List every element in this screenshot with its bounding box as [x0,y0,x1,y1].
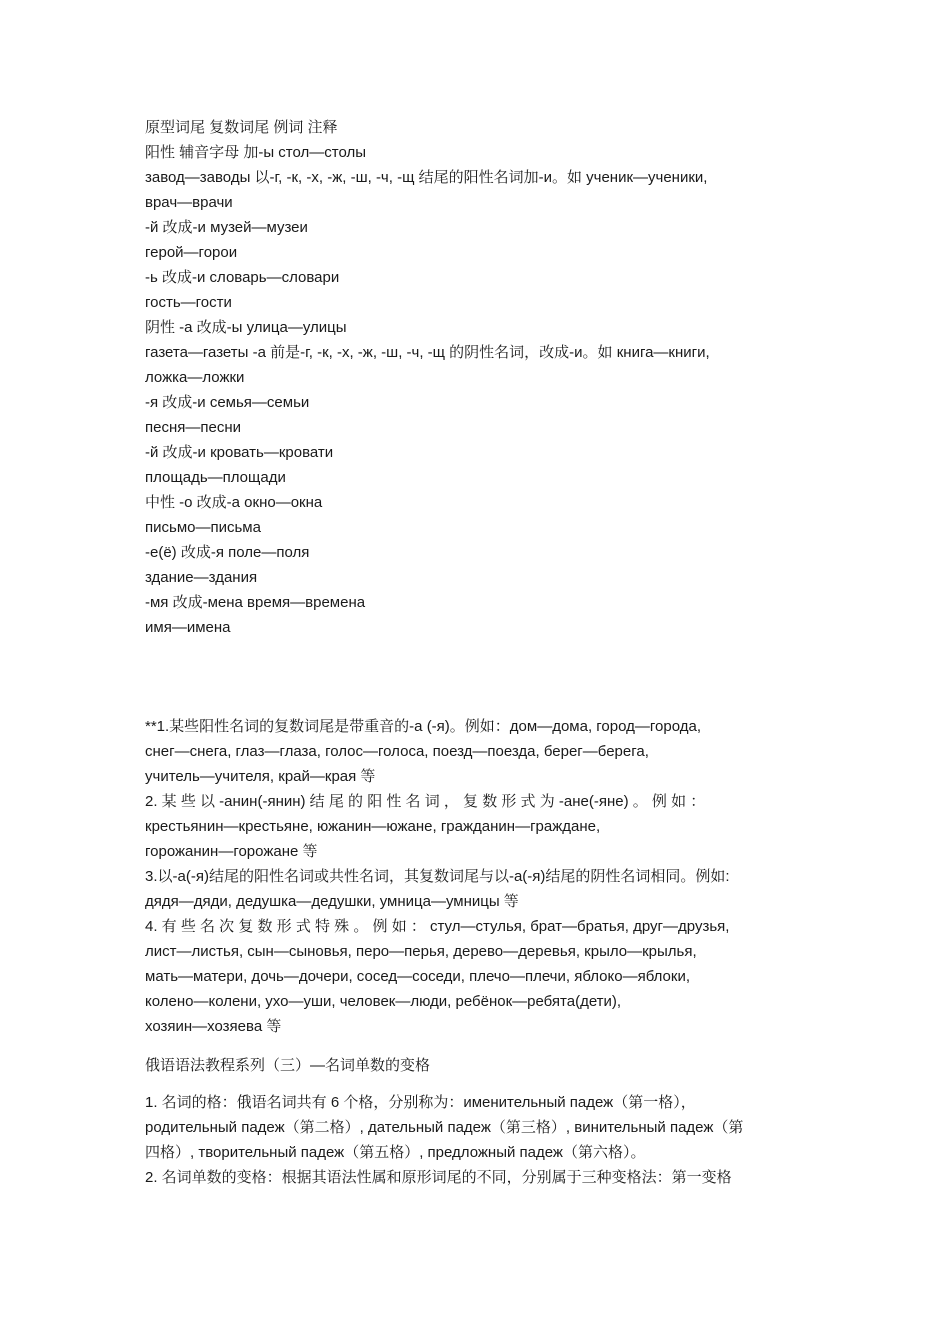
note-line: колено—колени, ухо—уши, человек—люди, ребёнок—ребята(дети), [145,993,622,1010]
table-line: -мя 改成-мена время—времена [145,594,366,611]
spacer [145,1078,807,1090]
note-line: снег—снега, глаз—глаза, голос—голоса, поезд—поезда, берег—берега, [145,743,649,760]
table-line: гость—гости [145,294,232,311]
table-line: песня—песни [145,419,241,436]
section-title: 俄语语法教程系列（三）—名词单数的变格 [145,1057,431,1074]
table-line: 阴性 -а 改成-ы улица—улицы [145,319,347,336]
table-line: -ь 改成-и словарь—словари [145,269,340,286]
note-line: дядя—дяди, дедушка—дедушки, умница—умницы 等 [145,893,519,910]
body-line: родительный падеж（第二格）, дательный падеж（第三格）, винительный падеж（第 [145,1119,744,1136]
table-line: здание—здания [145,569,258,586]
table-line: 阳性 辅音字母 加-ы стол—столы [145,144,366,161]
body-line: 四格）, творительный падеж（第五格）, предложный падеж（第六格）。 [145,1144,646,1161]
note-line: учитель—учителя, край—края 等 [145,768,376,785]
note-line: **1.某些阳性名词的复数词尾是带重音的-а (-я)。例如：дом—дома, город—города, [145,718,701,735]
table-line: 中性 -о 改成-а окно—окна [145,494,323,511]
note-line: 4. 有 些 名 次 复 数 形 式 特 殊 。 例 如 ： стул—стулья, брат—братья, друг—друзья, [145,918,730,935]
table-line: письмо—письма [145,519,261,536]
body-line: 2. 名词单数的变格：根据其语法性属和原形词尾的不同，分别属于三种变格法：第一变格 [145,1169,732,1186]
note-line: лист—листья, сын—сыновья, перо—перья, дерево—деревья, крыло—крылья, [145,943,697,960]
table-line: имя—имена [145,619,231,636]
note-line: мать—матери, дочь—дочери, сосед—соседи, плечо—плечи, яблоко—яблоки, [145,968,690,985]
table-line: врач—врачи [145,194,233,211]
note-line: крестьянин—крестьяне, южанин—южане, гражданин—граждане, [145,818,601,835]
table-line: площадь—площади [145,469,286,486]
spacer [145,640,807,714]
section-body [145,1090,807,1190]
table-line: -я 改成-и семья—семьи [145,394,310,411]
note-line: 2. 某 些 以 -анин(-янин) 结 尾 的 阳 性 名 词 ， 复 数 形 式 为 -ане(-яне) 。 例 如 ： [145,793,706,810]
table-line: ложка—ложки [145,369,245,386]
note-line: 3.以-а(-я)结尾的阳性名词或共性名词，其复数词尾与以-а(-я)结尾的阴性名词相同。例如: [145,868,730,885]
document-page [145,115,807,1190]
note-line: хозяин—хозяева 等 [145,1018,282,1035]
table-line: герой—горои [145,244,238,261]
plural-endings-table [145,115,807,640]
table-line: завод—заводы 以-г, -к, -х, -ж, -ш, -ч, -щ 结尾的阳性名词加-и。如 ученик—ученики, [145,169,708,186]
spacer [145,1039,807,1053]
table-line: -й 改成-и кровать—кровати [145,444,334,461]
table-line: -е(ё) 改成-я поле—поля [145,544,310,561]
table-line: газета—газеты -а 前是-г, -к, -х, -ж, -ш, -ч, -щ 的阴性名词，改成-и。如 книга—книги, [145,344,710,361]
notes-section [145,714,807,1039]
note-line: горожанин—горожане 等 [145,843,318,860]
table-line: -й 改成-и музей—музеи [145,219,308,236]
table-header: 原型词尾 复数词尾 例词 注释 [145,119,338,136]
body-line: 1. 名词的格：俄语名词共有 6 个格，分别称为：именительный падеж（第一格）， [145,1094,696,1111]
